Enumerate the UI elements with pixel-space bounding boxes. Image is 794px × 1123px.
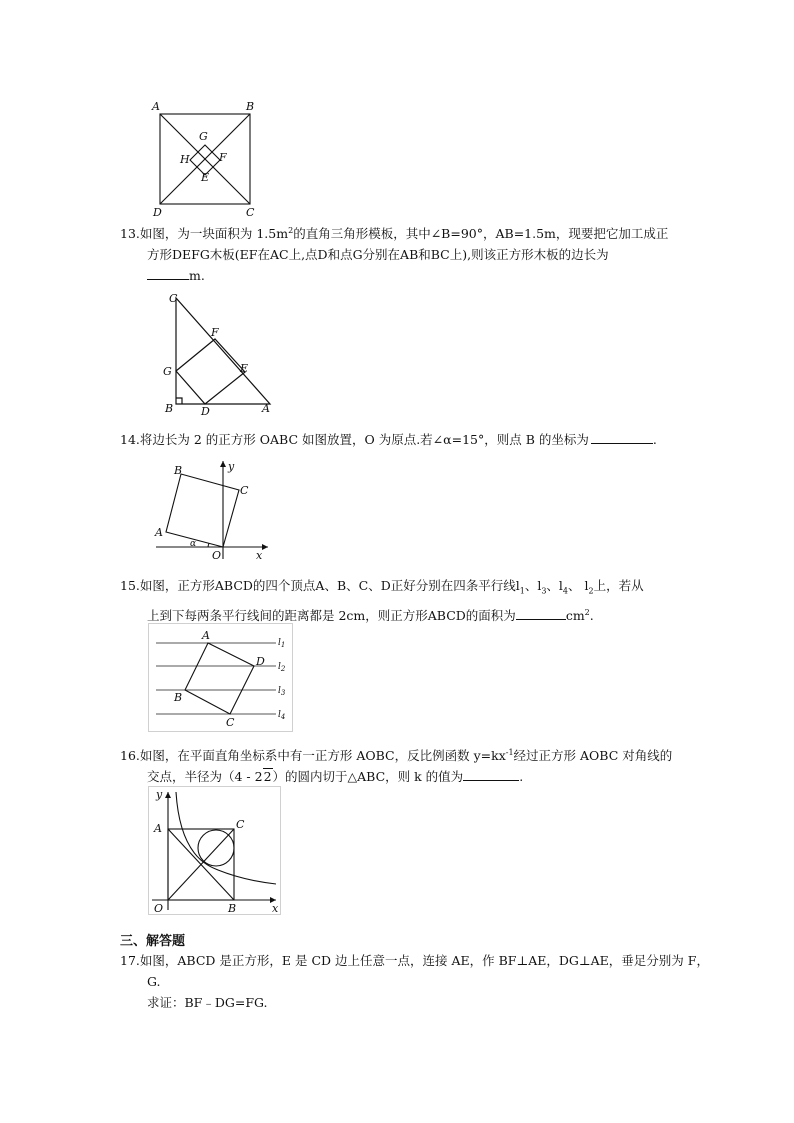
- q13-line1: 的直角三角形模板，其中∠B=90°，AB=1.5m，现要把它加工成正: [293, 226, 669, 242]
- figure-q13-triangle: [158, 288, 283, 420]
- triangle-abc: [176, 298, 270, 404]
- label-e: E: [240, 362, 249, 375]
- q16-line1: 16.如图，在平面直角坐标系中有一正方形 AOBC，反比例函数 y=kx: [120, 748, 506, 764]
- q15-line1b: 上，若从: [593, 578, 644, 593]
- q14-answer-blank[interactable]: [591, 430, 653, 444]
- q16-line2b: ）的圆内切于△ABC，则 k 的值为: [272, 769, 464, 785]
- svg-text:l1: $l_1$: [278, 638, 286, 649]
- label-f: F: [211, 326, 219, 339]
- svg-text:l4: $l_4$: [278, 710, 286, 721]
- q13-unit: m.: [189, 268, 205, 284]
- section-title: 三、解答题: [120, 934, 186, 949]
- square-oabc: [166, 474, 239, 547]
- label-g: G: [163, 365, 172, 378]
- label-b: B: [246, 100, 255, 113]
- label-d: D: [153, 206, 162, 218]
- label-o: O: [154, 902, 164, 915]
- label-e: E: [201, 171, 210, 184]
- figure-q12-square: [148, 98, 268, 218]
- label-a: A: [152, 100, 160, 113]
- label-c: C: [169, 292, 178, 305]
- label-x: x: [256, 549, 263, 562]
- right-angle-mark: [176, 398, 182, 404]
- label-y: y: [228, 460, 235, 473]
- label-c: C: [226, 716, 235, 729]
- q15-line2a: 上到下每两条平行线间的距离都是 2cm，则正方形ABCD的面积为: [147, 607, 516, 623]
- label-h: H: [180, 153, 190, 166]
- q15-line1a: 15.如图，正方形ABCD的四个顶点A、B、C、D正好分别在四条平行线l: [120, 578, 520, 593]
- svg-text:l3: $l_3$: [278, 686, 286, 697]
- square-abcd: [185, 643, 254, 714]
- label-x: x: [272, 902, 279, 915]
- q13-answer-blank[interactable]: [147, 266, 189, 280]
- q15-answer-blank[interactable]: [516, 606, 566, 620]
- label-f: F: [219, 151, 227, 164]
- label-o: O: [212, 549, 222, 562]
- label-d: D: [256, 655, 265, 668]
- question-16: 16.如图，在平面直角坐标系中有一正方形 AOBC，反比例函数 $y=kx^{-1}$经过正方形 AOBC 对角线的 交点，半径为（4 - 22）的圆内切于△ABC，则 k 的值为 .: [120, 748, 673, 785]
- question-17: [120, 950, 720, 1013]
- q13-line2: 方形DEFG木板(EF在AC上,点D和点G分别在AB和BC上),则该正方形木板的边长为: [147, 247, 609, 263]
- label-b: B: [165, 402, 174, 415]
- label-a: A: [154, 822, 162, 835]
- question-13: [120, 220, 710, 286]
- square-defg: [176, 339, 245, 404]
- svg-text:l2: $l_2$: [278, 662, 286, 673]
- label-c: C: [240, 484, 249, 497]
- q17-line3: 求证：BF﹣DG=FG.: [147, 995, 268, 1010]
- q16-sqrt: 2: [263, 769, 272, 785]
- x-axis-arrow: [262, 544, 268, 550]
- q14-text: 14.将边长为 2 的正方形 OABC 如图放置，O 为原点.若∠α=15°，则点 B 的坐标为: [120, 432, 589, 447]
- label-a: A: [202, 629, 210, 642]
- label-a: A: [262, 402, 270, 415]
- label-c: C: [236, 818, 245, 831]
- label-alpha: α: [190, 539, 197, 549]
- q16-line2a: 交点，半径为（4 - 2: [147, 769, 263, 785]
- angle-alpha-arc: [208, 543, 209, 547]
- figure-border: [149, 624, 293, 732]
- q16-answer-blank[interactable]: [463, 767, 519, 781]
- label-b: B: [228, 902, 237, 915]
- label-b: B: [174, 691, 183, 704]
- label-b: B: [174, 464, 183, 477]
- label-y: y: [156, 788, 163, 801]
- q14-end: .: [652, 432, 657, 447]
- y-axis-arrow: [220, 461, 226, 467]
- q13-sup: 2: [288, 226, 294, 235]
- label-d: D: [201, 405, 210, 418]
- label-c: C: [246, 206, 255, 218]
- figure-q16-coordinate-square: [148, 786, 283, 916]
- figure-q15-parallel-lines: [148, 623, 293, 733]
- figure-q14-coordinate-square: [150, 455, 275, 563]
- q13-prefix: 13.如图，为一块面积为 1.5m: [120, 226, 289, 242]
- question-15: 15.如图，正方形ABCD的四个顶点A、B、C、D正好分别在四条平行线$l_1$、$l_3$、$l_4$、 $l_2$上，若从 上到下每两条平行线间的距离都是 2cm，则正方形ABCD的面积为 $cm^2$.: [120, 578, 644, 623]
- q17-line2: G.: [147, 974, 161, 989]
- q16-line1b: 经过正方形 AOBC 对角线的: [513, 748, 673, 764]
- question-14: [120, 429, 720, 450]
- label-a: A: [155, 526, 163, 539]
- label-g: G: [199, 130, 208, 143]
- q17-line1: 17.如图，ABCD 是正方形，E 是 CD 边上任意一点，连接 AE，作 BF⊥AE，DG⊥AE，垂足分别为 F，: [120, 953, 709, 968]
- y-axis-arrow: [165, 792, 171, 798]
